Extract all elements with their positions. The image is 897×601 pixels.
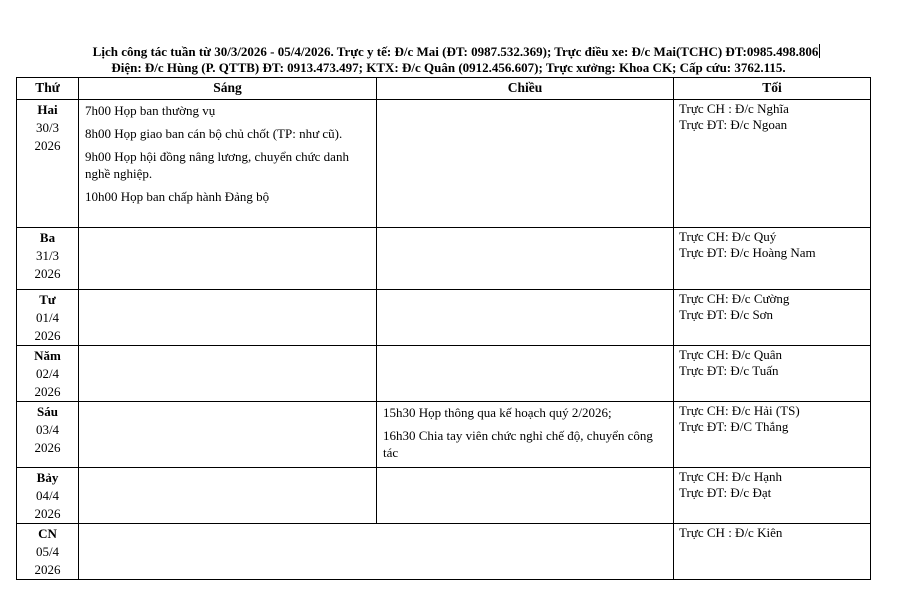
day-date: 30/3: [35, 120, 60, 135]
schedule-entry: 16h30 Chia tay viên chức nghỉ chế độ, chuyển công tác: [383, 428, 653, 460]
evening-cell: [674, 402, 871, 468]
day-cell: [17, 228, 79, 290]
morning-afternoon-cell: [79, 524, 674, 580]
day-year: 2026: [34, 384, 61, 399]
afternoon-cell: [377, 228, 674, 290]
duty-entry: Trực CH: Đ/c Hạnh: [679, 469, 782, 484]
day-date: 01/4: [35, 310, 60, 325]
afternoon-cell: [377, 346, 674, 402]
day-date: 05/4: [35, 544, 60, 559]
table-row: [17, 228, 871, 290]
day-name: Ba: [39, 230, 56, 245]
duty-entry: Trực CH : Đ/c Nghĩa: [679, 101, 789, 116]
column-header-day: Thứ: [17, 78, 79, 100]
evening-cell: [674, 524, 871, 580]
day-year: 2026: [34, 266, 61, 281]
day-cell: [17, 100, 79, 228]
day-date: 03/4: [35, 422, 60, 437]
morning-cell: [79, 290, 377, 346]
morning-cell: [79, 468, 377, 524]
duty-entry: Trực CH: Đ/c Quân: [679, 347, 782, 362]
table-row: [17, 346, 871, 402]
evening-cell: [674, 468, 871, 524]
day-name: CN: [38, 526, 57, 541]
duty-entry: Trực CH : Đ/c Kiên: [679, 525, 783, 540]
table-header-row: [17, 78, 871, 100]
schedule-entry: 8h00 Họp giao ban cán bộ chủ chốt (TP: như cũ).: [85, 126, 343, 141]
schedule-entry: 10h00 Họp ban chấp hành Đảng bộ: [85, 189, 270, 204]
table-row: [17, 402, 871, 468]
day-cell: [17, 524, 79, 580]
day-cell: [17, 402, 79, 468]
day-name: Năm: [34, 348, 61, 363]
afternoon-cell: [377, 100, 674, 228]
day-name: Sáu: [37, 404, 58, 419]
day-name: Bảy: [36, 470, 59, 485]
afternoon-cell: [377, 402, 674, 468]
schedule-entry: 15h30 Họp thông qua kế hoạch quý 2/2026;: [383, 405, 612, 420]
schedule-entry: 9h00 Họp hội đồng nâng lương, chuyển chức danh nghề nghiệp.: [85, 149, 349, 181]
morning-cell: [79, 228, 377, 290]
morning-cell: [79, 100, 377, 228]
day-year: 2026: [34, 562, 61, 577]
column-header-evening: Tối: [674, 78, 871, 100]
day-date: 31/3: [35, 248, 60, 263]
table-row: [17, 290, 871, 346]
day-year: 2026: [34, 506, 61, 521]
text-cursor: [819, 44, 820, 58]
day-year: 2026: [34, 440, 61, 455]
evening-cell: [674, 228, 871, 290]
afternoon-cell: [377, 468, 674, 524]
weekly-schedule-table: [16, 77, 871, 580]
column-header-morning: Sáng: [79, 78, 377, 100]
day-cell: [17, 468, 79, 524]
schedule-header: [0, 44, 897, 76]
header-line-2: Điện: Đ/c Hùng (P. QTTB) ĐT: 0913.473.497; KTX: Đ/c Quân (0912.456.607); Trực xưởng: Khoa CK; Cấp cứu: 3762.115.: [111, 60, 786, 75]
table-row: [17, 524, 871, 580]
duty-entry: Trực ĐT: Đ/c Hoàng Nam: [679, 245, 816, 260]
schedule-entry: 7h00 Họp ban thường vụ: [85, 103, 216, 118]
header-line-1-text: Lịch công tác tuần từ 30/3/2026 - 05/4/2026. Trực y tế: Đ/c Mai (ĐT: 0987.532.369); Trực điều xe: Đ/c Mai(TCHC) ĐT:0985.498.806: [92, 44, 819, 59]
duty-entry: Trực CH: Đ/c Quý: [679, 229, 777, 244]
afternoon-cell: [377, 290, 674, 346]
duty-entry: Trực ĐT: Đ/C Thắng: [679, 419, 789, 434]
table-row: [17, 100, 871, 228]
duty-entry: Trực CH: Đ/c Hải (TS): [679, 403, 800, 418]
table-row: [17, 468, 871, 524]
day-year: 2026: [34, 328, 61, 343]
day-name: Tư: [39, 292, 56, 307]
header-line-1: [8, 44, 897, 60]
morning-cell: [79, 402, 377, 468]
duty-entry: Trực ĐT: Đ/c Tuấn: [679, 363, 779, 378]
duty-entry: Trực ĐT: Đ/c Sơn: [679, 307, 774, 322]
evening-cell: [674, 346, 871, 402]
day-name: Hai: [37, 102, 58, 117]
evening-cell: [674, 290, 871, 346]
day-cell: [17, 346, 79, 402]
day-date: 04/4: [35, 488, 60, 503]
morning-cell: [79, 346, 377, 402]
column-header-afternoon: Chiều: [377, 78, 674, 100]
evening-cell: [674, 100, 871, 228]
day-cell: [17, 290, 79, 346]
duty-entry: Trực ĐT: Đ/c Đạt: [679, 485, 772, 500]
duty-entry: Trực CH: Đ/c Cường: [679, 291, 790, 306]
day-date: 02/4: [35, 366, 60, 381]
duty-entry: Trực ĐT: Đ/c Ngoan: [679, 117, 788, 132]
day-year: 2026: [34, 138, 61, 153]
